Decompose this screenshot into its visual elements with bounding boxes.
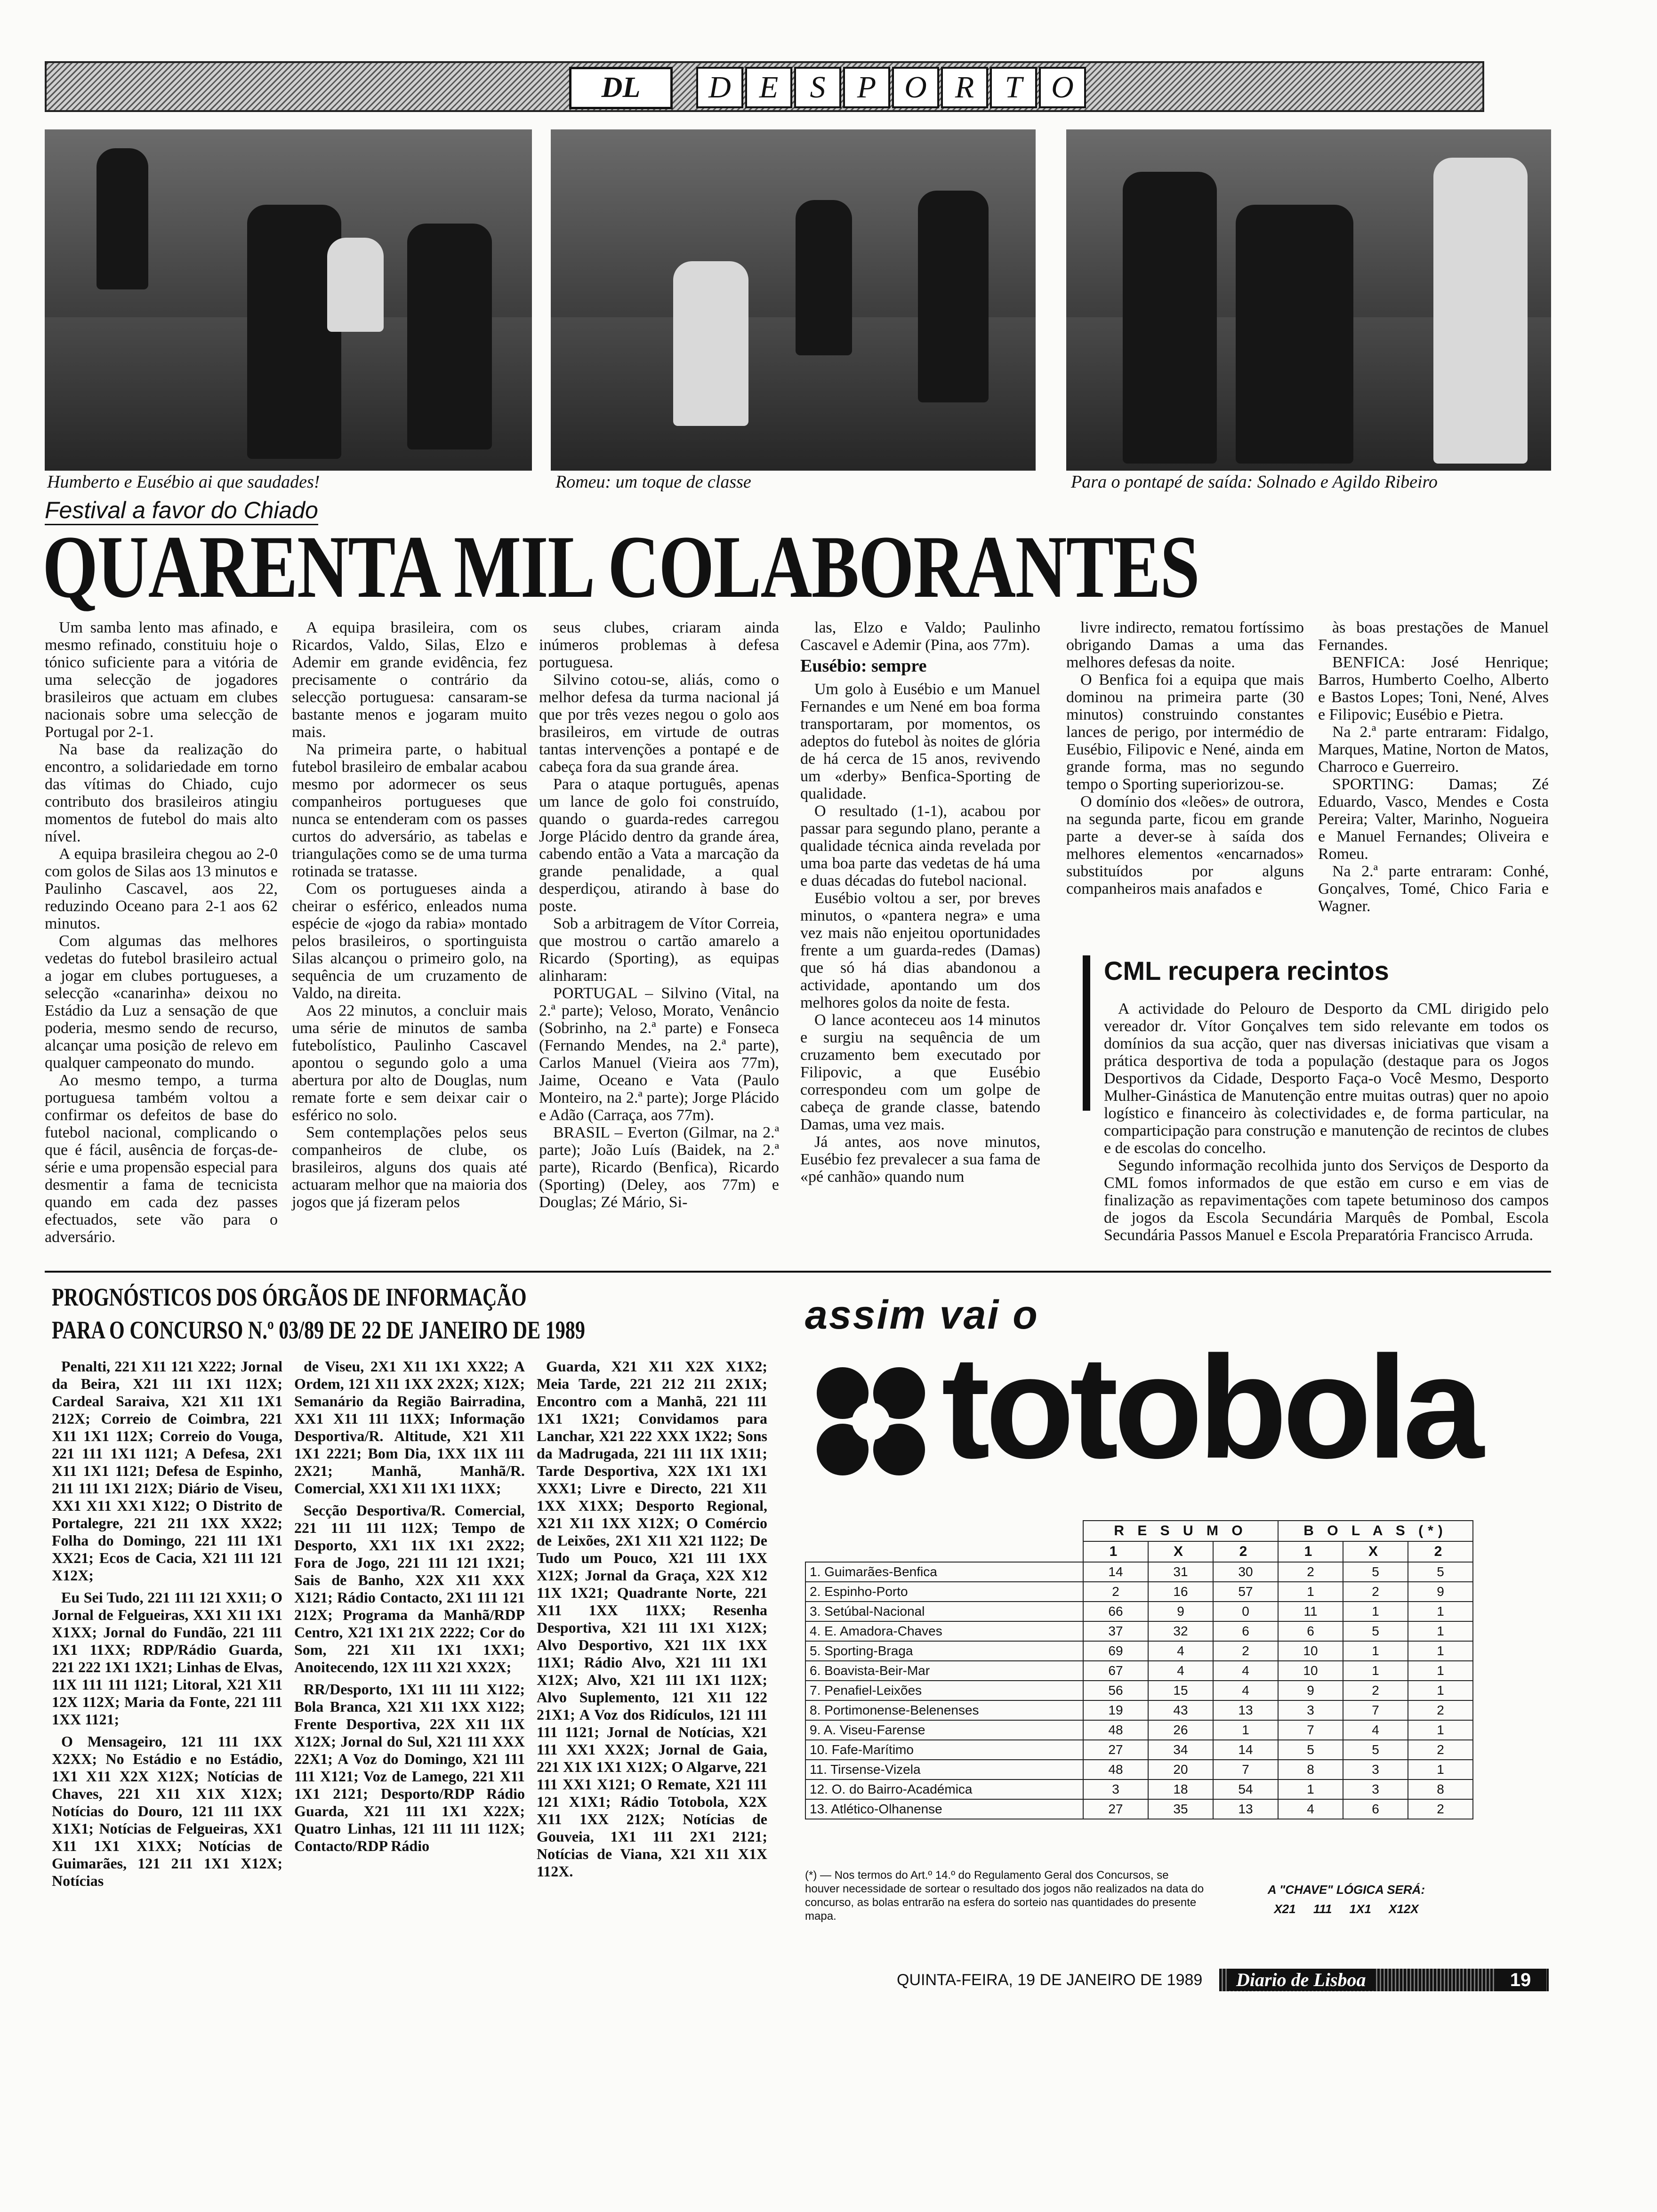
- article-column-6: [1318, 619, 1549, 915]
- value-cell: 5: [1278, 1740, 1343, 1760]
- resumo-header: R E S U M O: [1083, 1521, 1278, 1541]
- cml-headline: CML recupera recintos: [1104, 956, 1389, 986]
- table-row: [805, 1740, 1473, 1760]
- article-column-1: [45, 619, 278, 1246]
- photo-caption: Romeu: um toque de classe: [555, 472, 751, 492]
- section-divider: [45, 1271, 1551, 1273]
- value-cell: 57: [1213, 1582, 1278, 1602]
- value-cell: 3: [1343, 1760, 1408, 1779]
- value-cell: 14: [1083, 1562, 1148, 1582]
- table-row: [805, 1799, 1473, 1819]
- value-cell: 3: [1083, 1779, 1148, 1799]
- value-cell: 1: [1343, 1641, 1408, 1661]
- value-cell: 8: [1278, 1760, 1343, 1779]
- cml-article: [1104, 1000, 1549, 1244]
- col-header: 1: [1083, 1541, 1148, 1562]
- photo-solnado-agildo: [1066, 129, 1551, 471]
- value-cell: 1: [1408, 1641, 1473, 1661]
- cml-accent-bar: [1083, 955, 1090, 1111]
- value-cell: 0: [1213, 1602, 1278, 1621]
- lineup-brasil: BRASIL – Everton (Gilmar, na 2.ª parte); João Luís (Baidek, na 2.ª parte), Ricardo (Benfica), Ricardo (Sporting) (Deley, aos 77m) e Douglas; Zé Mário, Si-: [539, 1124, 779, 1211]
- paragraph: Na 2.ª parte entraram: Conhé, Gonçalves, Tomé, Chico Faria e Wagner.: [1318, 863, 1549, 915]
- value-cell: 7: [1213, 1760, 1278, 1779]
- value-cell: 1: [1343, 1602, 1408, 1621]
- paragraph: RR/Desporto, 1X1 111 111 X122; Bola Branca, X21 X11 1XX X122; Frente Desportiva, 22X X11 11X X12X; Jornal do Sul, X21 111 XXX 22X1; A Voz do Domingo, X21 111 111 X121; Voz de Lamego, 221 X11 1X1 2121; Desporto/RDP Rádio Guarda, X21 111 1X1 X22X; Quatro Linhas, 121 111 111 112X; Contacto/RDP Rádio: [294, 1681, 525, 1854]
- game-cell: 3. Setúbal-Nacional: [805, 1602, 1083, 1621]
- paragraph: Com algumas das melhores vedetas do futebol brasileiro actual a jogar em clubes portugueses, a selecção «canarinha» deixou no Estádio da Luz a sensação de que poderia, mesmo sendo de recurso, alcançar uma posição de relevo em qualquer campeonato do mundo.: [45, 932, 278, 1072]
- value-cell: 1: [1408, 1661, 1473, 1681]
- value-cell: 10: [1278, 1661, 1343, 1681]
- value-cell: 27: [1083, 1740, 1148, 1760]
- totobola-logo: [810, 1325, 1480, 1492]
- value-cell: 54: [1213, 1779, 1278, 1799]
- value-cell: 9: [1408, 1582, 1473, 1602]
- paragraph: Um samba lento mas afinado, e mesmo refinado, constituiu hoje o tónico suficiente para a vitória de uma selecção de jogadores brasileiros que actuam em clubes nacionais sobre uma selecção de Portugal por 2-1.: [45, 619, 278, 741]
- article-column-4: [800, 619, 1040, 1186]
- value-cell: 66: [1083, 1602, 1148, 1621]
- paragraph: seus clubes, criaram ainda inúmeros problemas à defesa portuguesa.: [539, 619, 779, 671]
- paragraph: Um golo à Eusébio e um Manuel Fernandes e um Nené em boa forma transportaram, por momentos, os adeptos do futebol às noites de glória de há cerca de 15 anos, revivendo um «derby» Benfica-Sporting de qualidade.: [800, 681, 1040, 802]
- article-headline: QUARENTA MIL COLABORANTES: [42, 518, 1199, 617]
- section-letter: O: [1039, 67, 1086, 108]
- footer-paper-name: Diario de Lisboa: [1229, 1969, 1374, 1991]
- game-cell: 5. Sporting-Braga: [805, 1641, 1083, 1661]
- section-letter: S: [794, 67, 841, 108]
- value-cell: 1: [1408, 1681, 1473, 1700]
- article-column-5: [1066, 619, 1304, 898]
- totobola-ball-icon: [810, 1360, 932, 1483]
- value-cell: 1: [1343, 1661, 1408, 1681]
- value-cell: 1: [1408, 1621, 1473, 1641]
- totobola-footnote: (*) — Nos termos do Art.º 14.º do Regulamento Geral dos Concursos, se houver necessidade de sortear o resultado dos jogos não realizados na data do concurso, as bolas entrarão na esfera do sorteio nas quantidades do presente mapa.: [805, 1869, 1204, 1923]
- article-column-2: [292, 619, 527, 1211]
- prognosticos-title-2: PARA O CONCURSO N.º 03/89 DE 22 DE JANEIRO DE 1989: [52, 1316, 585, 1344]
- value-cell: 8: [1408, 1779, 1473, 1799]
- value-cell: 2: [1213, 1641, 1278, 1661]
- game-cell: 10. Fafe-Marítimo: [805, 1740, 1083, 1760]
- value-cell: 37: [1083, 1621, 1148, 1641]
- value-cell: 48: [1083, 1760, 1148, 1779]
- value-cell: 4: [1278, 1799, 1343, 1819]
- value-cell: 6: [1278, 1621, 1343, 1641]
- paragraph: O resultado (1-1), acabou por passar para segundo plano, perante a qualidade técnica ainda revelada por uma boa parte das vedetas de há uma e duas décadas do futebol nacional.: [800, 802, 1040, 890]
- paragraph: Eusébio voltou a ser, por breves minutos, o «pantera negra» e uma vez mais não enjeitou oportunidades frente a um guarda-redes (Damas) que só há dias abandonou a actividade, apontando um dos melhores golos da noite de festa.: [800, 890, 1040, 1011]
- value-cell: 2: [1408, 1740, 1473, 1760]
- value-cell: 6: [1343, 1799, 1408, 1819]
- value-cell: 1: [1213, 1720, 1278, 1740]
- section-title: [696, 67, 1088, 108]
- game-cell: 9. A. Viseu-Farense: [805, 1720, 1083, 1740]
- photo-caption: Para o pontapé de saída: Solnado e Agildo Ribeiro: [1071, 472, 1438, 492]
- chave-label: A "CHAVE" LÓGICA SERÁ:: [1267, 1883, 1425, 1897]
- value-cell: 5: [1343, 1562, 1408, 1582]
- section-masthead: [45, 61, 1484, 112]
- article-kicker: Festival a favor do Chiado: [45, 497, 318, 525]
- table-row: [805, 1779, 1473, 1799]
- paragraph: de Viseu, 2X1 X11 1X1 XX22; A Ordem, 121 X11 1XX 2X2X; X12X; Semanário da Região Bairradina, XX1 X11 111 11XX; Informação Desportiva/R. Altitude, X21 X11 1X1 2221; Bom Dia, 1XX 11X 111 2X21; Manhã, Manhã/R. Comercial, XX1 X11 1X1 11XX;: [294, 1358, 525, 1497]
- value-cell: 2: [1343, 1582, 1408, 1602]
- paragraph: Penalti, 221 X11 121 X222; Jornal da Beira, X21 111 1X1 112X; Cardeal Saraiva, X21 X11 1X1 212X; Correio de Coimbra, 221 X11 1X1 112X; Correio do Vouga, 221 111 1X1 1121; A Defesa, 2X1 X11 1X1 1121; Defesa de Espinho, 211 111 1X1 212X; Diário de Viseu, XX1 X11 XX1 X122; O Distrito de Portalegre, 221 211 1XX XX22; Folha do Domingo, 221 111 1X1 XX21; Ecos de Cacia, X21 111 121 X12X;: [52, 1358, 282, 1584]
- bolas-header: B O L A S (*): [1278, 1521, 1473, 1541]
- value-cell: 19: [1083, 1700, 1148, 1720]
- table-row: [805, 1602, 1473, 1621]
- chave-value: X21 111 1X1 X12X: [1274, 1902, 1419, 1916]
- col-header: 2: [1408, 1541, 1473, 1562]
- table-row: [805, 1681, 1473, 1700]
- paragraph: Eu Sei Tudo, 221 111 121 XX11; O Jornal de Felgueiras, XX1 X11 1X1 X1XX; Jornal do Fundão, 221 111 1X1 11XX; RDP/Rádio Guarda, 221 222 1X1 1X21; Linhas de Elvas, 11X 111 111 1121; Litoral, X21 X11 12X 112X; Maria da Fonte, 221 111 1XX 1121;: [52, 1589, 282, 1728]
- paragraph: Na primeira parte, o habitual futebol brasileiro de embalar acabou mesmo por adormecer os seus companheiros portugueses que nunca se entenderam com os passes curtos do adversário, as tabelas e triangulações como se de uma turma rotinada se tratasse.: [292, 741, 527, 880]
- lineup-portugal: PORTUGAL – Silvino (Vital, na 2.ª parte); Veloso, Morato, Venâncio (Sobrinho, na 2.ª parte) e Fonseca (Fernando Mendes, na 2.ª parte), Carlos Manuel (Vieira aos 77m), Jaime, Oceano e Vata (Paulo Monteiro, na 2.ª parte); Jorge Plácido e Adão (Carraça, aos 77m).: [539, 985, 779, 1124]
- newspaper-logo: DL: [569, 67, 673, 109]
- section-letter: R: [941, 67, 988, 108]
- paragraph: Aos 22 minutos, a concluir mais uma série de minutos de samba futebolístico, Paulinho Cascavel apontou o segundo golo a uma abertura por alto de Douglas, num remate forte e sem deixar cair o esférico no solo.: [292, 1002, 527, 1124]
- value-cell: 2: [1278, 1562, 1343, 1582]
- value-cell: 18: [1148, 1779, 1213, 1799]
- game-cell: 2. Espinho-Porto: [805, 1582, 1083, 1602]
- value-cell: 43: [1148, 1700, 1213, 1720]
- paragraph: Sob a arbitragem de Vítor Correia, que mostrou o cartão amarelo a Ricardo (Sporting), as equipas alinharam:: [539, 915, 779, 985]
- value-cell: 4: [1213, 1681, 1278, 1700]
- game-cell: 11. Tirsense-Vizela: [805, 1760, 1083, 1779]
- value-cell: 14: [1213, 1740, 1278, 1760]
- paragraph: O Mensageiro, 121 111 1XX X2XX; No Estádio e no Estádio, 1X1 X11 X2X X12X; Notícias de Chaves, 221 X11 X1X X12X; Notícias do Douro, 121 111 1XX X1X1; Notícias de Felgueiras, XX1 X11 1X1 X1XX; Notícias de Guimarães, 121 211 1X1 X12X; Notícias: [52, 1733, 282, 1889]
- value-cell: 9: [1278, 1681, 1343, 1700]
- footer-date: QUINTA-FEIRA, 19 DE JANEIRO DE 1989: [897, 1971, 1203, 1989]
- paragraph: Segundo informação recolhida junto dos Serviços de Desporto da CML fomos informados de que estão em curso e em vias de finalização as repavimentações com tapete betuminoso dos campos de jogos da Escola Secundária Marquês de Pombal, Escola Secundária Passos Manuel e Escola Preparatória Francisco Arruda.: [1104, 1157, 1549, 1244]
- value-cell: 1: [1278, 1582, 1343, 1602]
- totobola-table: [805, 1520, 1473, 1819]
- value-cell: 7: [1278, 1720, 1343, 1740]
- section-letter: O: [892, 67, 939, 108]
- value-cell: 26: [1148, 1720, 1213, 1740]
- paragraph: Para o ataque português, apenas um lance de golo foi construído, quando o guarda-redes carregou Jorge Plácido dentro da grande área, cabendo então a Vata a marcação da grande penalidade, a qual desperdiçou, atirando à base do poste.: [539, 776, 779, 915]
- paragraph: Na 2.ª parte entraram: Fidalgo, Marques, Matine, Norton de Matos, Charroco e Guerreiro.: [1318, 723, 1549, 776]
- value-cell: 9: [1148, 1602, 1213, 1621]
- value-cell: 16: [1148, 1582, 1213, 1602]
- table-row: [805, 1720, 1473, 1740]
- table-row: [805, 1641, 1473, 1661]
- value-cell: 4: [1148, 1641, 1213, 1661]
- value-cell: 4: [1343, 1720, 1408, 1740]
- photo-caption: Humberto e Eusébio ai que saudades!: [47, 472, 320, 492]
- prognosticos-column-2: [294, 1358, 525, 1859]
- section-letter: P: [843, 67, 890, 108]
- game-cell: 8. Portimonense-Belenenses: [805, 1700, 1083, 1720]
- value-cell: 4: [1213, 1661, 1278, 1681]
- value-cell: 3: [1278, 1700, 1343, 1720]
- value-cell: 5: [1343, 1740, 1408, 1760]
- value-cell: 15: [1148, 1681, 1213, 1700]
- value-cell: 2: [1408, 1700, 1473, 1720]
- value-cell: 27: [1083, 1799, 1148, 1819]
- value-cell: 2: [1343, 1681, 1408, 1700]
- game-cell: 7. Penafiel-Leixões: [805, 1681, 1083, 1700]
- game-cell: 4. E. Amadora-Chaves: [805, 1621, 1083, 1641]
- value-cell: 11: [1278, 1602, 1343, 1621]
- value-cell: 13: [1213, 1799, 1278, 1819]
- game-cell: 6. Boavista-Beir-Mar: [805, 1661, 1083, 1681]
- table-row: [805, 1562, 1473, 1582]
- prognosticos-column-1: [52, 1358, 282, 1894]
- table-row: [805, 1661, 1473, 1681]
- value-cell: 1: [1408, 1602, 1473, 1621]
- value-cell: 34: [1148, 1740, 1213, 1760]
- value-cell: 5: [1343, 1621, 1408, 1641]
- paragraph: livre indirecto, rematou fortíssimo obrigando Damas a uma das melhores defesas da noite.: [1066, 619, 1304, 671]
- lineup-sporting: SPORTING: Damas; Zé Eduardo, Vasco, Mendes e Costa Pereira; Valter, Marinho, Nogueira e Manuel Fernandes; Oliveira e Romeu.: [1318, 776, 1549, 863]
- paragraph: las, Elzo e Valdo; Paulinho Cascavel e Ademir (Pina, aos 77m).: [800, 619, 1040, 654]
- paragraph: Já antes, aos nove minutos, Eusébio fez prevalecer a sua fama de «pé canhão» quando num: [800, 1133, 1040, 1186]
- section-letter: D: [696, 67, 743, 108]
- paragraph: Guarda, X21 X11 X2X X1X2; Meia Tarde, 221 212 211 2X1X; Encontro com a Manhã, 221 111 1X1 1X21; Convidamos para Lanchar, X21 222 XXX 1X22; Sons da Madrugada, 221 111 11X 1X11; Tarde Desportiva, X2X 1X1 1X1 XXX1; Livre e Directo, 221 X11 1XX X1XX; Desporto Regional, X21 X11 1XX X12X; O Comércio de Leixões, 2X1 X11 X21 1122; De Tudo um Pouco, X21 111 1XX X12X; Jornal da Graça, X2X X12 11X 1X21; Quadrante Norte, 221 X11 1XX 11XX; Resenha Desportiva, X21 111 1X1 X12X; Alvo Desportivo, X21 11X 1XX 11X1; Rádio Alvo, X21 111 1X1 X12X; Alvo, X21 111 1X1 112X; Alvo Suplemento, 121 X11 122 21X1; A Voz dos Ridículos, 121 111 111 1121; Jornal de Notícias, X21 111 XX1 XX2X; Jornal de Gaia, 221 X1X 1X1 X12X; O Algarve, 221 111 XX1 X121; O Remate, X21 111 121 X1X1; Rádio Totobola, X2X X11 1XX 212X; Notícias de Gouveia, 1X1 111 2X1 2121; Notícias de Viana, X21 X11 X1X 112X.: [537, 1358, 767, 1880]
- photo-romeu: [551, 129, 1036, 471]
- value-cell: 1: [1278, 1779, 1343, 1799]
- prognosticos-title-1: PROGNÓSTICOS DOS ÓRGÃOS DE INFORMAÇÃO: [52, 1283, 527, 1311]
- value-cell: 1: [1408, 1760, 1473, 1779]
- paragraph: às boas prestações de Manuel Fernandes.: [1318, 619, 1549, 654]
- value-cell: 30: [1213, 1562, 1278, 1582]
- paragraph: A equipa brasileira chegou ao 2-0 com golos de Silas aos 13 minutos e Paulinho Cascavel, aos 22, reduzindo Oceano para 2-1 aos 62 minutos.: [45, 845, 278, 932]
- col-header: X: [1148, 1541, 1213, 1562]
- paragraph: A actividade do Pelouro de Desporto da CML dirigido pelo vereador dr. Vítor Gonçalves tem sido relevante em todos os domínios da sua acção, quer nas diversas iniciativas que visam a prática desportiva de toda a população (destaque para os Jogos Desportivos da Cidade, Desporto Faça-o Você Mesmo, Desporto Mulher-Ginástica de Manutenção entre muitas outras) quer no apoio logístico e financeiro às colectividades e, de forma particular, na comparticipação para construção e manutenção de recintos de clubes e de escolas do concelho.: [1104, 1000, 1549, 1157]
- value-cell: 6: [1213, 1621, 1278, 1641]
- value-cell: 69: [1083, 1641, 1148, 1661]
- value-cell: 31: [1148, 1562, 1213, 1582]
- table-row: [805, 1582, 1473, 1602]
- photo-humberto-eusebio: [45, 129, 532, 471]
- section-letter: E: [745, 67, 792, 108]
- paragraph: O lance aconteceu aos 14 minutos e surgiu na sequência de um cruzamento bem executado por Filipovic, a que Eusébio correspondeu com um golpe de cabeça de grande classe, batendo Damas, uma vez mais.: [800, 1011, 1040, 1133]
- paragraph: Com os portugueses ainda a cheirar o esférico, enleados numa espécie de «jogo da rabia» montado pelos brasileiros, o sportinguista Silas alcançou o primeiro golo, na sequência de um cruzamento de Valdo, na direita.: [292, 880, 527, 1002]
- chave-box: [1233, 1883, 1459, 1916]
- page-number: 19: [1495, 1969, 1546, 1991]
- value-cell: 67: [1083, 1661, 1148, 1681]
- value-cell: 20: [1148, 1760, 1213, 1779]
- value-cell: 3: [1343, 1779, 1408, 1799]
- game-cell: 1. Guimarães-Benfica: [805, 1562, 1083, 1582]
- value-cell: 13: [1213, 1700, 1278, 1720]
- value-cell: 10: [1278, 1641, 1343, 1661]
- value-cell: 7: [1343, 1700, 1408, 1720]
- section-letter: T: [990, 67, 1037, 108]
- value-cell: 4: [1148, 1661, 1213, 1681]
- article-column-3: [539, 619, 779, 1211]
- value-cell: 35: [1148, 1799, 1213, 1819]
- paragraph: Secção Desportiva/R. Comercial, 221 111 111 112X; Tempo de Desporto, XX1 11X 1X1 2X22; Fora de Jogo, 221 111 121 1X21; Sais de Banho, X2X X11 XXX X121; Rádio Contacto, 2X1 111 121 212X; Programa da Manhã/RDP Centro, X21 1X1 21X 2222; Cor do Som, 221 X11 1X1 1XX1; Anoitecendo, 12X 111 X21 XX2X;: [294, 1502, 525, 1675]
- col-header: X: [1343, 1541, 1408, 1562]
- value-cell: 2: [1083, 1582, 1148, 1602]
- subheading-eusebio: Eusébio: sempre: [800, 656, 927, 676]
- totobola-kicker: assim vai o: [805, 1292, 1039, 1338]
- value-cell: 1: [1408, 1720, 1473, 1740]
- value-cell: 48: [1083, 1720, 1148, 1740]
- col-header: 2: [1213, 1541, 1278, 1562]
- lineup-benfica: BENFICA: José Henrique; Barros, Humberto Coelho, Alberto e Bastos Lopes; Toni, Nené, Alves e Filipovic; Eusébio e Pietra.: [1318, 654, 1549, 723]
- totobola-wordmark: totobola: [941, 1325, 1480, 1489]
- paragraph: A equipa brasileira, com os Ricardos, Valdo, Silas, Elzo e Ademir em grande evidência, fez precisamente o contrário da selecção portuguesa: cansaram-se bastante menos e jogaram muito mais.: [292, 619, 527, 741]
- col-header: 1: [1278, 1541, 1343, 1562]
- value-cell: 32: [1148, 1621, 1213, 1641]
- table-row: [805, 1700, 1473, 1720]
- game-cell: 13. Atlético-Olhanense: [805, 1799, 1083, 1819]
- paragraph: Na base da realização do encontro, a solidariedade em torno das vítimas do Chiado, cujo contributo dos brasileiros atingiu momentos de futebol do mais alto nível.: [45, 741, 278, 845]
- table-row: [805, 1621, 1473, 1641]
- value-cell: 2: [1408, 1799, 1473, 1819]
- value-cell: 56: [1083, 1681, 1148, 1700]
- paragraph: Ao mesmo tempo, a turma portuguesa também voltou a confirmar os defeitos de base do futebol nacional, complicando o que é fácil, ausência de forças-de-série e uma propensão especial para desmentir a fama de tecnicista quando em cada dez passes efectuados, sete vão para o adversário.: [45, 1072, 278, 1246]
- game-cell: 12. O. do Bairro-Académica: [805, 1779, 1083, 1799]
- paragraph: Silvino cotou-se, aliás, como o melhor defesa da turma nacional já que por três vezes negou o golo aos brasileiros, em virtude de outras tantas intervenções a pontapé e de cabeça fora da sua grande área.: [539, 671, 779, 776]
- paragraph: Sem contemplações pelos seus companheiros de clube, os brasileiros, alguns dos quais até actuaram melhor que na maioria dos jogos que já fizeram pelos: [292, 1124, 527, 1211]
- paragraph: O Benfica foi a equipa que mais dominou na primeira parte (30 minutos) construindo constantes lances de perigo, por intermédio de Eusébio, Filipovic e Nené, ainda em grande forma, mas no segundo tempo o Sporting superiorizou-se.: [1066, 671, 1304, 793]
- prognosticos-column-3: [537, 1358, 767, 1885]
- value-cell: 5: [1408, 1562, 1473, 1582]
- table-row: [805, 1760, 1473, 1779]
- paragraph: O domínio dos «leões» de outrora, na segunda parte, ficou em grande parte a dever-se à saída dos melhores elementos «encarnados» substituídos por alguns companheiros mais anafados e: [1066, 793, 1304, 898]
